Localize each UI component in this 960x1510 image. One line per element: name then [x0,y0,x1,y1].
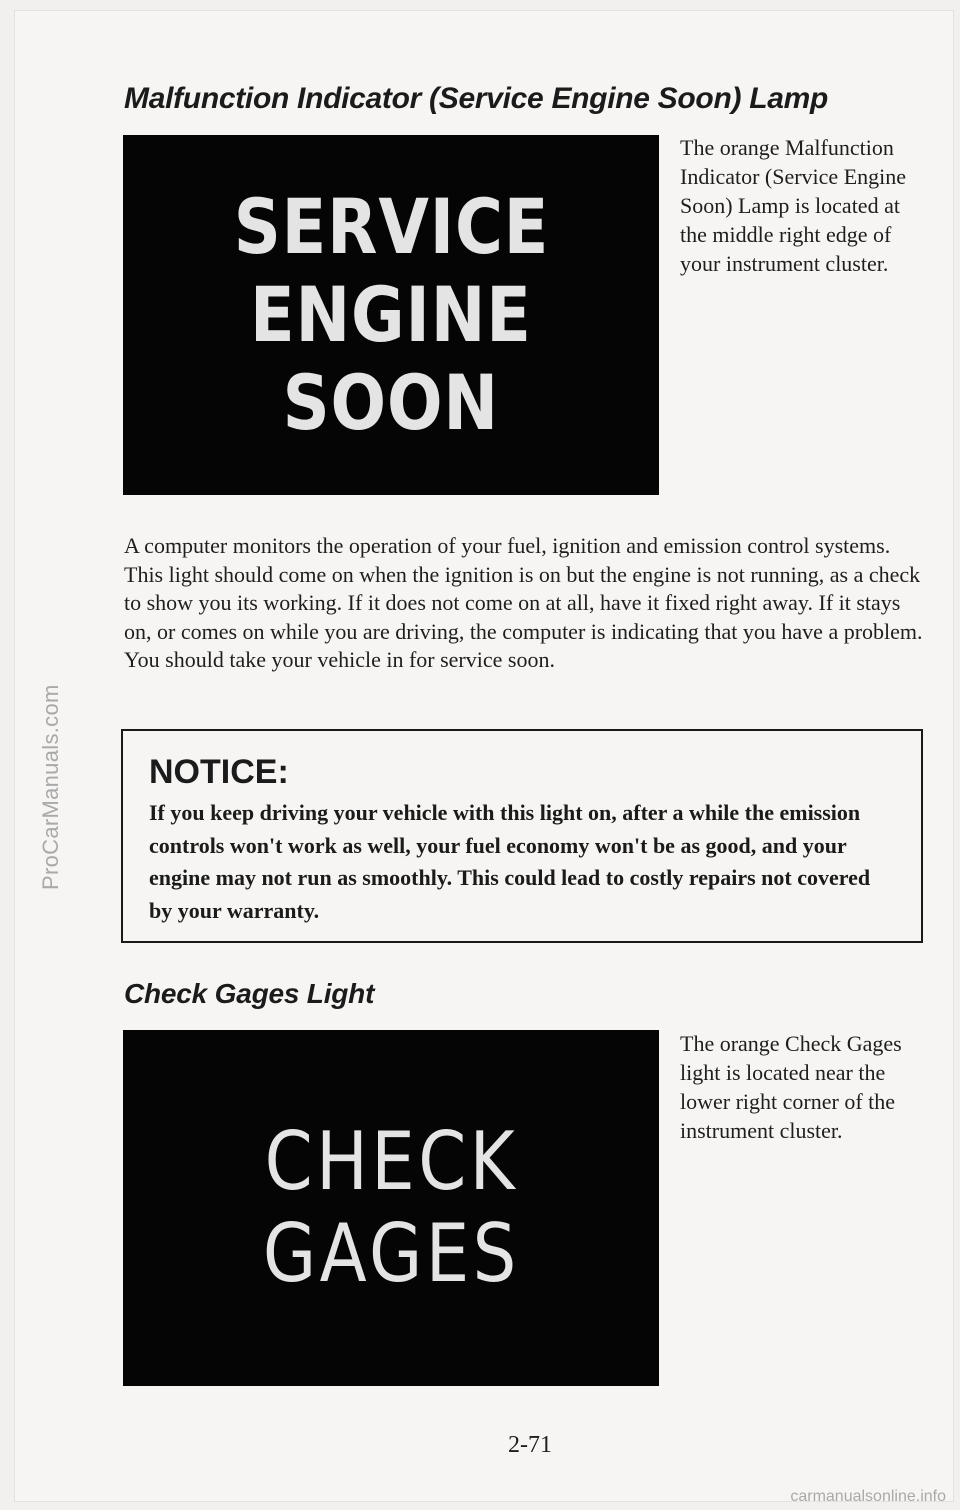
page-number: 2-71 [508,1432,552,1458]
lamp-text-line: ENGINE [250,270,532,359]
notice-title: NOTICE: [149,753,289,791]
lamp-text-line: GAGES [262,1207,520,1300]
section-heading-check-gages: Check Gages Light [124,978,375,1009]
check-gages-lamp-image [123,1030,659,1386]
lamp-text-line: CHECK [264,1115,518,1208]
notice-box [121,729,923,943]
malfunction-lamp-location-text: The orange Malfunction Indicator (Service Engine Soon) Lamp is located at the middle right edge of your instrument cluster. [680,135,907,276]
footer-watermark: carmanualsonline.info [790,1488,946,1505]
check-gages-location-text: The orange Check Gages light is located near the lower right corner of the instrument cluster. [680,1031,902,1143]
lamp-text-line: SOON [282,358,500,447]
side-watermark-text: ProCarManuals.com [38,684,63,890]
computer-monitor-paragraph: A computer monitors the operation of your fuel, ignition and emission control systems. This light should come on when the ignition is on but the engine is not running, as a check to show you its working. If it does not come on at all, have it fixed right away. If it stays on, or comes on while you are driving, the computer is indicating that you have a problem. You should take your vehicle in for service soon. [124,533,923,672]
service-engine-soon-lamp-image [123,135,659,495]
side-watermark [38,680,86,890]
lamp-text-line: SERVICE [233,182,549,271]
notice-text: If you keep driving your vehicle with this light on, after a while the emission controls won't work as well, your fuel economy won't be as good, and your engine may not run as smoothly. This could lead to costly repairs not covered by your warranty. [149,800,871,923]
section-heading-malfunction-lamp: Malfunction Indicator (Service Engine Soon) Lamp [124,82,829,115]
